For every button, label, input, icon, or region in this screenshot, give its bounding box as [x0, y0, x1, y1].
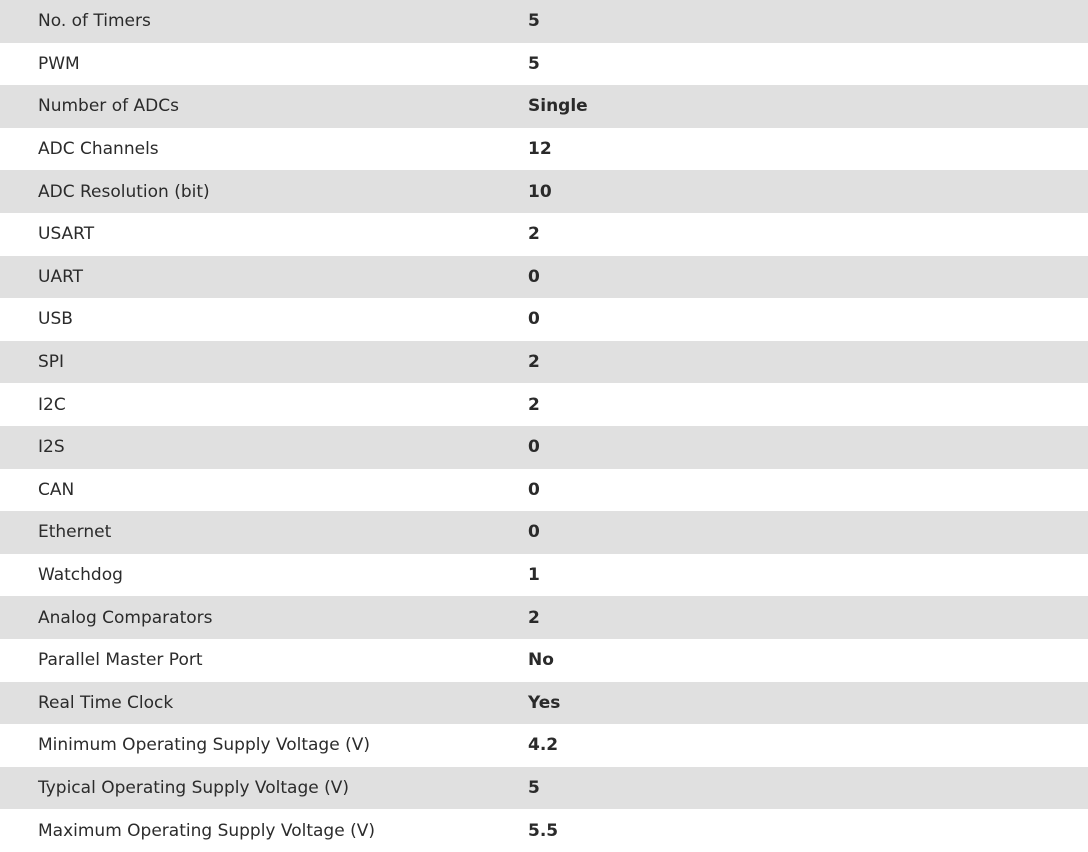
- spec-row-can: [0, 469, 1088, 512]
- spec-row-real-time-clock: [0, 682, 1088, 725]
- spec-value: 4.2: [528, 724, 1088, 767]
- spec-label: Maximum Operating Supply Voltage (V): [0, 809, 528, 852]
- spec-value: 2: [528, 213, 1088, 256]
- spec-value: 12: [528, 128, 1088, 171]
- spec-row-typical-supply-voltage: [0, 767, 1088, 810]
- spec-row-i2s: [0, 426, 1088, 469]
- spec-row-number-of-adcs: [0, 85, 1088, 128]
- spec-label: No. of Timers: [0, 0, 528, 43]
- spec-label: SPI: [0, 341, 528, 384]
- spec-label: USART: [0, 213, 528, 256]
- spec-value: 1: [528, 554, 1088, 597]
- spec-label: USB: [0, 298, 528, 341]
- spec-row-analog-comparators: [0, 596, 1088, 639]
- spec-label: Watchdog: [0, 554, 528, 597]
- spec-label: ADC Channels: [0, 128, 528, 171]
- spec-row-ethernet: [0, 511, 1088, 554]
- spec-label: Typical Operating Supply Voltage (V): [0, 767, 528, 810]
- spec-label: Ethernet: [0, 511, 528, 554]
- spec-row-adc-channels: [0, 128, 1088, 171]
- spec-value: 10: [528, 170, 1088, 213]
- spec-label: UART: [0, 256, 528, 299]
- spec-label: I2C: [0, 383, 528, 426]
- spec-value: 5: [528, 767, 1088, 810]
- spec-value: Yes: [528, 682, 1088, 725]
- spec-row-spi: [0, 341, 1088, 384]
- spec-row-i2c: [0, 383, 1088, 426]
- spec-value: 5.5: [528, 809, 1088, 852]
- spec-label: ADC Resolution (bit): [0, 170, 528, 213]
- spec-label: Real Time Clock: [0, 682, 528, 725]
- spec-value: 2: [528, 596, 1088, 639]
- spec-value: 0: [528, 511, 1088, 554]
- spec-label: Minimum Operating Supply Voltage (V): [0, 724, 528, 767]
- spec-row-uart: [0, 256, 1088, 299]
- spec-value: 0: [528, 469, 1088, 512]
- spec-label: Number of ADCs: [0, 85, 528, 128]
- spec-value: 0: [528, 426, 1088, 469]
- spec-value: 2: [528, 383, 1088, 426]
- spec-row-usart: [0, 213, 1088, 256]
- spec-row-usb: [0, 298, 1088, 341]
- spec-row-adc-resolution: [0, 170, 1088, 213]
- spec-value: 5: [528, 43, 1088, 86]
- spec-label: PWM: [0, 43, 528, 86]
- spec-row-pwm: [0, 43, 1088, 86]
- spec-value: 2: [528, 341, 1088, 384]
- spec-row-timers: [0, 0, 1088, 43]
- spec-value: 0: [528, 256, 1088, 299]
- spec-value: 0: [528, 298, 1088, 341]
- spec-value: No: [528, 639, 1088, 682]
- spec-value: Single: [528, 85, 1088, 128]
- spec-row-min-supply-voltage: [0, 724, 1088, 767]
- spec-value: 5: [528, 0, 1088, 43]
- spec-label: I2S: [0, 426, 528, 469]
- spec-label: CAN: [0, 469, 528, 512]
- spec-row-parallel-master-port: [0, 639, 1088, 682]
- spec-row-watchdog: [0, 554, 1088, 597]
- spec-label: Parallel Master Port: [0, 639, 528, 682]
- spec-row-max-supply-voltage: [0, 809, 1088, 852]
- spec-label: Analog Comparators: [0, 596, 528, 639]
